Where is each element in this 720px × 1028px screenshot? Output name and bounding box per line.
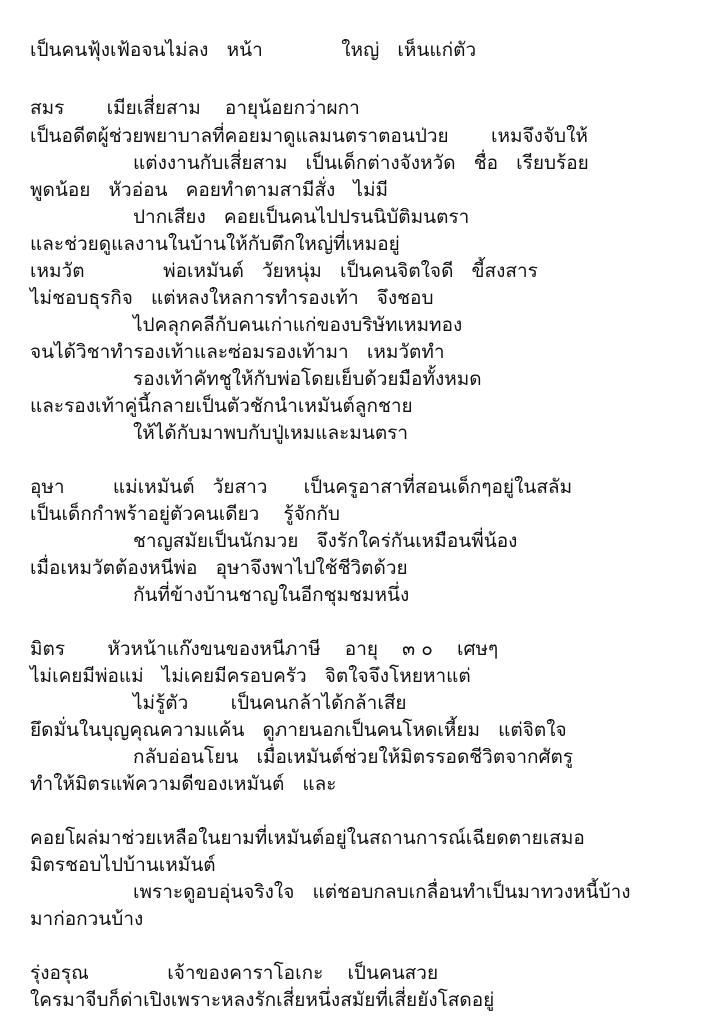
text-line: เหมวัต พ่อเหมันต์ วัยหนุ่ม เป็นคนจิตใจดี ขี้สงสาร — [30, 260, 538, 282]
text-line: คอยโผล่มาช่วยเหลือในยามที่เหมันต์อยู่ในสถานการณ์เฉียดตายเสมอ — [30, 827, 585, 849]
text-line: ไปคลุกคลีกับคนเก่าแก่ของบริษัทเหมทอง — [133, 314, 463, 336]
text-line: และรองเท้าคู่นี้กลายเป็นตัวชักนำเหมันต์ลูกชาย — [30, 395, 413, 417]
text-line: ไม่เคยมีพ่อแม่ ไม่เคยมีครอบครัว จิตใจจึงโหยหาแต่ — [30, 665, 471, 687]
text-line: ให้ได้กับมาพบกับปู่เหมและมนตรา — [133, 422, 409, 444]
text-line: กลับอ่อนโยน เมื่อเหมันต์ช่วยให้มิตรรอดชีวิตจากศัตรู — [133, 746, 574, 768]
text-line: พูดน้อย หัวอ่อน คอยทำตามสามีสั่ง ไม่มี — [30, 179, 389, 201]
text-line: มิตร หัวหน้าแก๊งขนของหนีภาษี อายุ ๓ ๐ เศษๆ — [30, 638, 499, 660]
text-line: ไม่ชอบธุรกิจ แต่หลงใหลการทำรองเท้า จึงชอบ — [30, 287, 434, 309]
text-line: อุษา แม่เหมันต์ วัยสาว เป็นครูอาสาที่สอนเด็กๆอยู่ในสลัม — [30, 476, 573, 498]
text-line: มิตรชอบไปบ้านเหมันต์ — [30, 854, 216, 876]
text-line: ยึดมั่นในบุญคุณความแค้น ดูภายนอกเป็นคนโหดเหี้ยม แต่จิตใจ — [30, 719, 567, 741]
text-line: มาก่อกวนบ้าง — [30, 908, 144, 930]
text-line: กันที่ข้างบ้านชาญในอีกชุมชมหนึ่ง — [133, 584, 410, 606]
text-line: เป็นเด็กกำพร้าอยู่ตัวคนเดียว รู้จักกับ — [30, 503, 340, 525]
text-line: ใครมาจีบก็ด่าเปิงเพราะหลงรักเสี่ยหนึ่งสมัยที่เสี่ยยังโสดอยู่ — [30, 989, 495, 1011]
text-line: ปากเสียง คอยเป็นคนไปปรนนิบัติมนตรา — [133, 206, 470, 228]
text-line: และช่วยดูแลงานในบ้านให้กับตึกใหญ่ที่เหมอยู่ — [30, 233, 400, 255]
text-line: แต่งงานกับเสี่ยสาม เป็นเด็กต่างจังหวัด ชื่อ เรียบร้อย — [133, 152, 589, 174]
text-line: สมร เมียเสี่ยสาม อายุน้อยกว่าผกา — [30, 97, 360, 119]
text-line: รองเท้าคัทชูให้กับพ่อโดยเย็บด้วยมือทั้งหมด — [133, 368, 482, 390]
text-line: เมื่อเหมวัตต้องหนีพ่อ อุษาจึงพาไปใช้ชีวิตด้วย — [30, 557, 408, 579]
text-line: ทำให้มิตรแพ้ความดีของเหมันต์ และ — [30, 773, 337, 795]
text-line: เป็นอดีตผู้ช่วยพยาบาลที่คอยมาดูแลมนตราตอนป่วย เหมจึงจับให้ — [30, 125, 588, 147]
text-line: รุ่งอรุณ เจ้าของคาราโอเกะ เป็นคนสวย — [30, 962, 439, 984]
text-line: จนได้วิชาทำรองเท้าและซ่อมรองเท้ามา เหมวัตทำ — [30, 341, 445, 363]
text-line: ไม่รู้ตัว เป็นคนกล้าได้กล้าเสีย — [133, 692, 407, 714]
text-line: เพราะดูอบอุ่นจริงใจ แต่ชอบกลบเกลื่อนทำเป็นมาทวงหนี้บ้าง — [133, 881, 631, 903]
text-line: ชาญสมัยเป็นนักมวย จึงรักใคร่กันเหมือนพี่น้อง — [133, 530, 518, 552]
text-line: เป็นคนฟุ้งเฟ้อจนไม่ลง หน้า ใหญ่ เห็นแก่ตัว — [30, 39, 477, 61]
